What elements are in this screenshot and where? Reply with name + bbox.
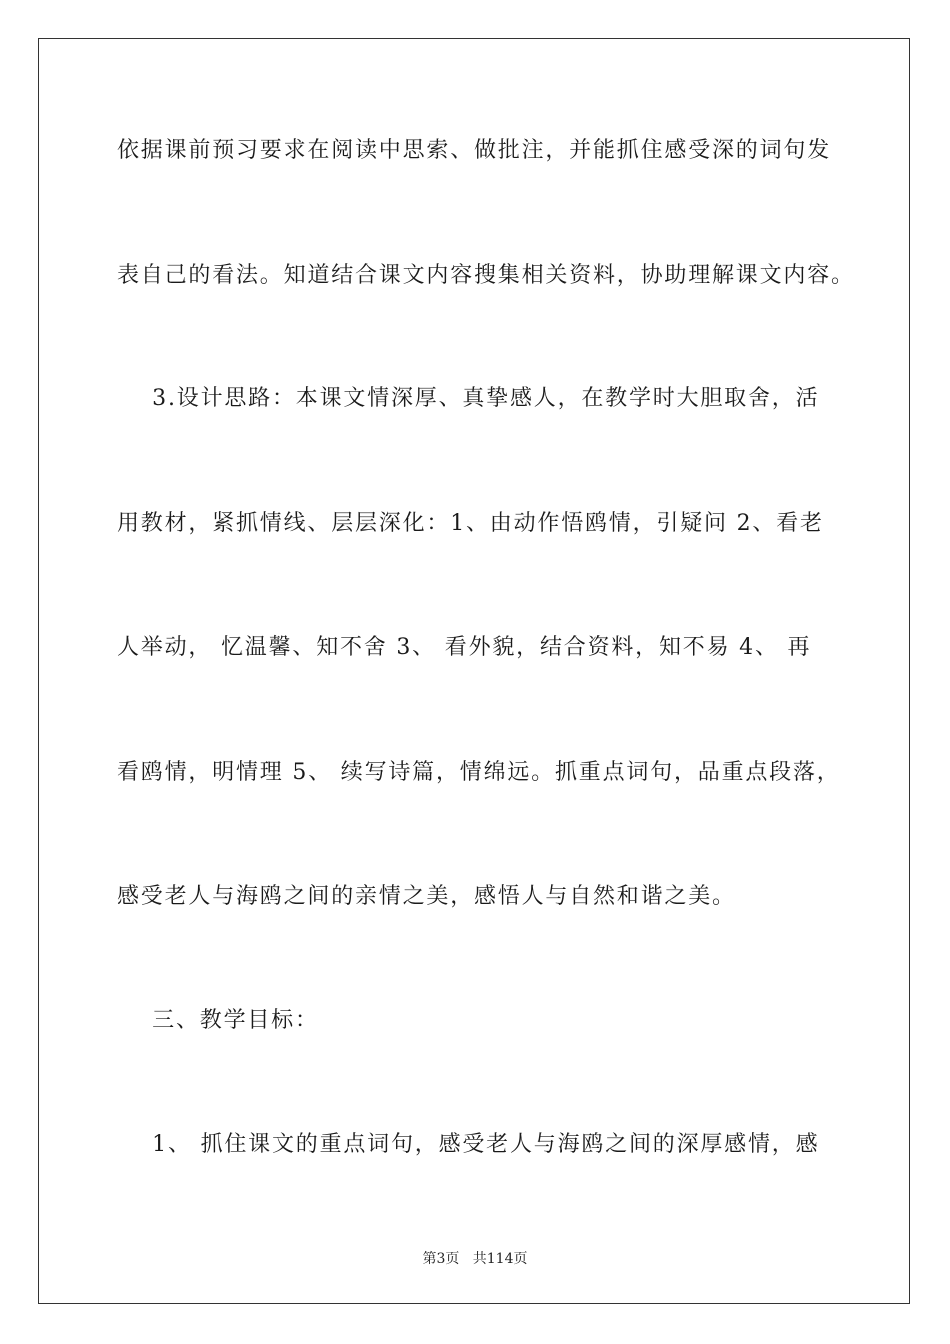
page-border: [38, 38, 910, 1304]
paragraph-line-2: 表自己的看法。知道结合课文内容搜集相关资料，协助理解课文内容。: [117, 263, 855, 288]
paragraph-line-1: 依据课前预习要求在阅读中思索、做批注，并能抓住感受深的词句发: [117, 138, 832, 163]
paragraph-line-5: 人举动， 忆温馨、知不舍 3、 看外貌，结合资料，知不易 4、 再: [117, 635, 812, 660]
paragraph-line-7: 感受老人与海鸥之间的亲情之美，感悟人与自然和谐之美。: [117, 884, 736, 909]
paragraph-line-4: 用教材，紧抓情线、层层深化：1、由动作悟鸥情，引疑问 2、看老: [117, 511, 824, 536]
paragraph-line-3: 3.设计思路：本课文情深厚、真挚感人，在教学时大胆取舍，活: [117, 386, 820, 411]
page-number-footer: 第3页 共114页: [422, 1251, 528, 1267]
list-item-1: 1、 抓住课文的重点词句，感受老人与海鸥之间的深厚感情，感: [117, 1132, 820, 1157]
section-heading: 三、教学目标：: [117, 1008, 319, 1033]
paragraph-line-6: 看鸥情，明情理 5、 续写诗篇，情绵远。抓重点词句，品重点段落，: [117, 760, 841, 785]
